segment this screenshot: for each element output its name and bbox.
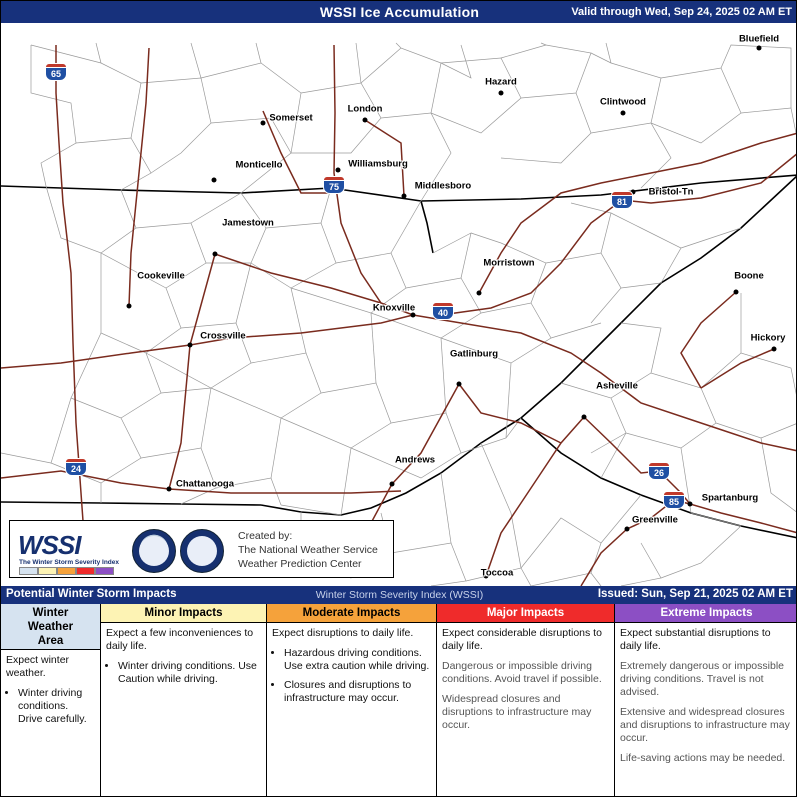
shield-number: 40 [432,306,454,320]
city-label: Clintwood [600,96,646,108]
city-label: Andrews [394,454,436,466]
city-label: Jamestown [222,217,274,229]
city-label: Knoxville [372,302,416,314]
legend-bullet: • Hazardous driving conditions. Use extra caution while driving. [284,647,431,673]
city-dot [212,178,217,183]
city-label: Middlesboro [414,180,472,192]
legend-category-label-line2: Weather [27,620,74,633]
legend-paragraph: Dangerous or impossible driving conditions. Avoid travel if possible. [442,660,602,685]
wssi-credit-box [9,520,394,578]
city-label: London [347,103,383,115]
legend-category-label-line1: Winter [32,606,69,619]
legend-paragraph: Expect winter weather. [6,654,70,679]
city-dot [772,347,777,352]
impacts-legend [1,604,797,796]
valid-through-text: Valid through Wed, Sep 24, 2025 02 AM ET [571,6,792,18]
city-dot [213,252,218,257]
legend-paragraph: Life-saving actions may be needed. [620,752,786,764]
legend-bullet: • Closures and disruptions to infrastructure may occur. [284,679,431,705]
city-label: Boone [734,270,764,282]
city-dot [188,343,193,348]
city-label: Monticello [235,159,283,171]
city-dot [390,482,395,487]
impacts-header-bar [1,586,797,604]
city-dot [336,168,341,173]
city-label: Asheville [596,380,638,392]
city-dot [402,194,407,199]
city-dot [499,91,504,96]
city-label: Chattanooga [175,478,235,490]
agency-line-1: The National Weather Service [238,544,378,556]
created-by-label: Created by: [238,530,293,542]
city-dot [688,502,693,507]
city-dot [261,121,266,126]
issued-text: Issued: Sun, Sep 21, 2025 02 AM ET [597,588,793,600]
legend-category-header: Major Impacts [437,604,614,623]
legend-body [1,650,100,736]
city-dot [457,382,462,387]
city-dot [167,487,172,492]
city-label: Bluefield [738,33,780,45]
city-dot [582,415,587,420]
city-dot [757,46,762,51]
legend-bullets [106,660,261,686]
city-label: Cookeville [137,270,185,282]
legend-bullet: • Winter driving conditions. Drive carefully. [18,687,95,726]
legend-column-moderate-impacts [267,604,437,796]
city-label: Hickory [750,332,786,344]
legend-bullets [272,647,431,705]
legend-paragraph: Expect considerable disruptions to daily life. [442,627,602,652]
legend-category-header [1,604,100,650]
city-label: Crossville [200,330,246,342]
legend-bullet: • Winter driving conditions. Use Caution while driving. [118,660,261,686]
legend-paragraph: Extremely dangerous or impossible driving conditions. Travel is not advised. [620,660,784,698]
shield-number: 85 [663,495,685,509]
legend-body [267,623,436,715]
city-label: Greenville [632,514,678,526]
impacts-header-title: Potential Winter Storm Impacts [6,588,177,600]
legend-column-minor-impacts [101,604,267,796]
legend-body [437,623,614,743]
city-dot [625,527,630,532]
shield-number: 26 [648,466,670,480]
city-dot [127,304,132,309]
wssi-color-scale [19,567,114,575]
map-canvas[interactable] [1,23,797,586]
legend-body [101,623,266,696]
city-dot [734,290,739,295]
legend-paragraph: Extensive and widespread closures and disruptions to infrastructure may occur. [620,706,790,744]
city-label: Gatlinburg [449,348,499,360]
legend-category-header: Extreme Impacts [615,604,797,623]
nws-seal-icon [132,529,176,573]
interstate-shield-icon [65,458,87,476]
legend-paragraph: Expect substantial disruptions to daily life. [620,627,771,652]
page-title: WSSI Ice Accumulation [319,4,480,20]
legend-category-header: Minor Impacts [101,604,266,623]
shield-number: 24 [65,462,87,476]
shield-number: 65 [45,67,67,81]
legend-paragraph: Expect disruptions to daily life. [272,627,414,639]
wssi-tagline: The Winter Storm Severity Index [19,559,119,566]
impacts-header-subtitle: Winter Storm Severity Index (WSSI) [315,589,484,601]
legend-column-major-impacts [437,604,615,796]
shield-number: 81 [611,195,633,209]
title-bar [1,1,797,23]
legend-paragraph: Expect a few inconveniences to daily life. [106,627,254,652]
interstate-shield-icon [323,176,345,194]
interstate-shield-icon [432,302,454,320]
city-label: Spartanburg [701,492,759,504]
city-label: Somerset [269,112,313,124]
credit-text [238,529,378,571]
legend-paragraph: Widespread closures and disruptions to infrastructure may occur. [442,693,592,731]
city-label: Williamsburg [348,158,408,170]
city-label: Hazard [485,76,517,88]
legend-category-label-line3: Area [37,634,64,647]
interstate-shield-icon [648,462,670,480]
legend-bullets [6,687,95,726]
noaa-seal-icon [180,529,224,573]
city-dot [477,291,482,296]
city-label: Toccoa [480,567,514,579]
legend-category-header: Moderate Impacts [267,604,436,623]
wssi-wordmark: WSSI [18,530,81,560]
legend-body [615,623,797,776]
legend-column-extreme-impacts [615,604,797,796]
city-label: Morristown [483,257,535,269]
interstate-shield-icon [611,191,633,209]
agency-line-2: Weather Prediction Center [238,558,362,570]
city-dot [621,111,626,116]
shield-number: 75 [323,180,345,194]
legend-column-winter-weather-area [1,604,101,796]
interstate-shield-icon [45,63,67,81]
city-label: Bristol-Tn [648,186,694,198]
city-dot [363,118,368,123]
interstate-shield-icon [663,491,685,509]
